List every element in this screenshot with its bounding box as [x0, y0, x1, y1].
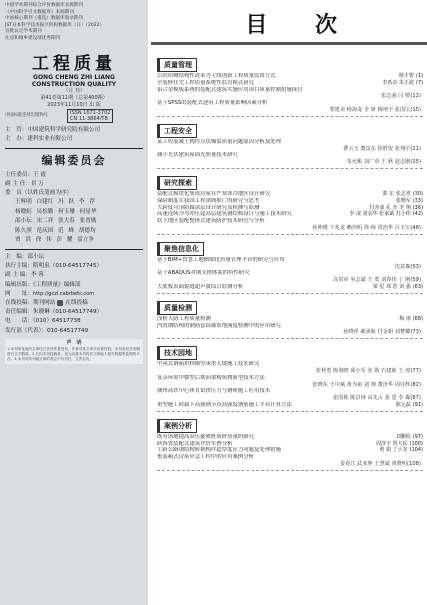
page-number: (30): [412, 190, 423, 197]
header-band: [151, 42, 427, 45]
journal-site-link[interactable]: 期刊网站: [32, 300, 56, 307]
article-title: 集装箱式房屋应急工程中的应用案例分析: [157, 454, 255, 461]
journal-english-name-2: CONSTRUCTION QUALITY: [31, 80, 117, 88]
issue-number: 第41卷第11期（总第400期）: [40, 94, 108, 101]
author-line: [157, 277, 423, 284]
page-number: (108): [407, 460, 421, 467]
article-title: 基于SPSS的装配式建筑工程质量影响因素分析: [157, 100, 268, 107]
section-divider: [157, 116, 423, 117]
article-title: 某工程混凝土构件点状爆裂质量问题原因分析及处理: [157, 138, 281, 145]
article-title: 软土地区装配整体式建筑防护技术研究与分析: [157, 218, 265, 225]
member-row: 邵小坛 宋二祥 张大春 张晋勋: [15, 218, 97, 225]
toc-entry[interactable]: [157, 198, 423, 205]
article-title: 全装修住宅工程质量系统性监管模式研究: [157, 79, 255, 86]
article-authors: 刘鹏程: [395, 433, 411, 440]
editor-in-chief: 邵小坛: [27, 254, 45, 261]
indexing-line: 《中国科学引文数据库》来源期刊: [5, 9, 74, 15]
frequency: （月 刊）: [63, 88, 85, 95]
page-number: (100): [409, 440, 423, 447]
committee-members: [5, 198, 143, 246]
article-authors: 杨丰智: [398, 73, 414, 79]
issn: ISSN 1671-3702: [70, 110, 111, 117]
page-number: (87): [410, 395, 421, 402]
indexing-list: [5, 3, 143, 43]
responsible-editor: 朱晓琳（010-64517749）: [32, 309, 103, 316]
section-heading: 案例分析: [157, 419, 197, 433]
toc-entry[interactable]: [157, 284, 423, 291]
author-line: [157, 146, 423, 153]
phone-label: 电 话：: [5, 318, 33, 325]
article-title: 重型施工荷载下高强钢节点高强度钢筋施工平台计算方法: [157, 401, 292, 408]
phone: （010）64517738: [32, 318, 81, 325]
distribution-label: 发行部（代表）：: [5, 327, 47, 334]
section-divider: [157, 411, 423, 412]
deputy-editor: 李 蓉: [30, 272, 44, 279]
article-title: 保险制度在我国工程领域推广的研究与思考: [157, 197, 260, 204]
article-title: 既有场地提高高压旋喷桩成桩质量的研究: [157, 433, 255, 440]
website-link[interactable]: http://gczl.cabrbetc.com: [32, 290, 95, 297]
members-label: 委 员（以姓氏笔画为序）: [5, 190, 73, 197]
author-line: [157, 382, 423, 389]
indexing-line: 中国学术期刊综合评价数据库来源期刊: [5, 3, 84, 8]
article-authors: 黄 娟 丁小龙: [379, 447, 408, 454]
indexing-line: JST日本科学技术振兴机构数据库（日）（2022）: [5, 22, 105, 28]
page-number: (33): [412, 197, 423, 204]
submit-icon: [57, 300, 63, 306]
chair: 王 霞: [32, 171, 46, 178]
masthead-panel: [0, 0, 148, 605]
article-authors: 张志强 闫 媛: [381, 93, 411, 100]
author-line: [157, 329, 423, 336]
author-line: [157, 264, 423, 271]
toc-entry[interactable]: [157, 218, 423, 225]
journal-english-name-1: GONG CHENG ZHI LIANG: [33, 73, 115, 81]
section-heading: 质量检测: [157, 301, 197, 315]
page-number: (59): [410, 277, 421, 284]
section-divider: [157, 338, 423, 339]
page-number: (97): [412, 433, 423, 440]
author-line: [157, 225, 423, 232]
page-number: (15): [410, 106, 421, 113]
member-row: 王辉明 白建红 冯 跃 李 荐: [15, 199, 95, 206]
author-line: [157, 368, 423, 375]
page-number: (36): [412, 204, 423, 211]
article-title: 主跨公路钢结构转换构件超厚度应力问题及处理措施: [157, 447, 281, 454]
article-authors: 张晓东 王中斌 黄为甫 刘 翔 董泽华 周任辉: [312, 381, 411, 388]
page-number: (63): [412, 283, 423, 290]
article-authors: 孙晓祥 郝承航 付金娟 刘梦璐: [343, 329, 411, 336]
article-title: 大跨度穹顶防腐涂层设计研究及检测与监测: [157, 204, 260, 211]
article-authors: 李 凌 刘金华 张家斌 苏小炜: [349, 211, 411, 218]
article-authors: 周泽宇 贾大民: [375, 440, 408, 447]
article-title: 减小光伏建筑屋面光照量技术研究: [157, 152, 238, 159]
article-authors: 高贵章 巫志斌 王 勇 刘春伟 丁 刚: [333, 277, 411, 284]
sponsor: 中国建筑科学研究院有限公司: [27, 127, 101, 134]
article-title: 以供给侧结构性改革为主线创新工程质量监督方式: [157, 73, 276, 79]
article-authors: 曹云玉 董彦东 徐胜安 张翔宇: [343, 145, 411, 152]
article-title: 基于ABAQUS对钢支撑体系的特性研究: [157, 270, 250, 277]
page-number: (53): [410, 263, 421, 270]
notice-box: [5, 339, 143, 364]
page-number: (1): [415, 73, 423, 79]
vice-label: 副 主 任：: [5, 180, 31, 187]
section-divider: [157, 293, 423, 294]
toc-entry[interactable]: [157, 316, 423, 323]
article-title: 内置钢结构的钢筋套筒灌浆饱满度检测中的应用研究: [157, 322, 281, 329]
toc-entry[interactable]: [157, 361, 423, 368]
article-authors: 张晓军: [395, 197, 411, 204]
page-number: (25): [410, 159, 421, 166]
article-title: 中承式钢箱拱桥横竖承重关键施工技术研究: [157, 361, 260, 368]
article-authors: 梅 雨: [399, 315, 411, 322]
committee-title: 编辑委员会: [41, 153, 107, 167]
article-authors: 蒙建美 杨海龙 李 妍 梅靖宇 张国宝: [329, 106, 411, 113]
article-authors: 张利勇 陈海鸥 邱小军 张 勋 石建新 王 涛: [315, 367, 411, 374]
indexing-line: 住房和城乡建设部优秀期刊: [5, 35, 61, 41]
article-authors: 李希奇 朱正波: [382, 79, 414, 86]
article-authors: 沈意森: [394, 263, 411, 270]
online-submit-label: 在线投稿：: [5, 300, 33, 307]
member-row: 杨晓虹 吴松勤 何玉珊 何星华: [15, 208, 97, 215]
exec-label: 执行主编：: [5, 263, 33, 270]
sponsor-label: 主 管：: [5, 127, 28, 134]
article-authors: 陈元磊: [395, 401, 411, 408]
toc-entry[interactable]: [157, 447, 423, 454]
website-label: 网 址：: [5, 290, 33, 297]
host-label: 主 办：: [5, 136, 28, 143]
journal-logo: 工程质量: [32, 53, 116, 74]
editor-label: 主 编：: [5, 254, 28, 261]
member-row: 贾 洪 徐 伟 彭 耀 雷立争: [15, 237, 95, 244]
section-heading: 质量管理: [157, 58, 197, 72]
chair-label: 主任委员：: [5, 171, 33, 178]
article-title: 高速连续冷弯冲压超高层建筑钢结构设计与施工技术研究: [157, 211, 292, 218]
author-line: [157, 395, 423, 402]
toc-entry[interactable]: [157, 100, 423, 107]
article-authors: 梁 星 邓 浩 刘 强: [372, 283, 411, 290]
author-line: [157, 93, 423, 100]
section-heading: 工程安全: [157, 124, 197, 138]
section-heading: 研究探索: [157, 176, 197, 190]
page-number: (21): [410, 145, 421, 152]
page-number: (12): [410, 93, 421, 100]
author-line: [157, 461, 423, 468]
page-number: (68): [412, 315, 423, 322]
article-authors: 付亦成 孔 杰 李 翔: [369, 204, 411, 211]
author-line: [157, 159, 423, 166]
article-authors: 朱允彬 刘广章 王 秋 赵志刚: [346, 159, 411, 166]
issn-label: 中国标准连续出版物号: [5, 112, 48, 118]
notice-text: 1.本刊所发表的文章均已获得作者授权，作者对其文章享有著作权。本刊有权对来稿进行文字删改。2.凡向本刊投稿者，视为同意本刊将其文章编入相关数据库及网络平台。3.本刊对所刊载文章的观点不负责任，文责自负。: [7, 346, 140, 361]
article-title: 浅析人防工程质量检测: [157, 315, 211, 322]
divider: [5, 249, 143, 250]
article-title: 复杂环境中微型后期高架构筑物新型技术方法: [157, 374, 265, 381]
page-number: (91): [412, 401, 423, 408]
editdept-label: 编辑出版：: [5, 281, 33, 288]
article-title: 铝合金模板系统的装配式建筑实施应用项目质量控制措施探讨: [157, 86, 303, 93]
section-heading: 技术园地: [157, 346, 197, 360]
toc-entry[interactable]: [157, 434, 423, 441]
article-title: 陕西省装配式建筑评价实例分析: [157, 440, 233, 447]
page-number: (104): [409, 447, 423, 454]
resp-editor-label: 责任编辑：: [5, 309, 33, 316]
publication-date: 2023年11月10日 出 版: [47, 101, 101, 108]
page-number: (7): [415, 79, 423, 86]
toc-entry[interactable]: [157, 73, 423, 80]
toc-entry[interactable]: [157, 402, 423, 409]
distribution-phone: 010-64517749: [46, 327, 89, 334]
article-title: 装配式模块化集成房屋在严寒寒冷地区设计研究: [157, 190, 271, 197]
toc-entry[interactable]: [157, 80, 423, 87]
page-number: (48): [410, 224, 421, 231]
toc-entry[interactable]: [157, 191, 423, 198]
member-row: 陈久照 范庆国 范 峰 胡德均: [15, 227, 96, 234]
toc-entry[interactable]: [157, 211, 423, 218]
toc-list: [157, 52, 423, 472]
section-divider: [157, 168, 423, 169]
notice-title: 声 明: [66, 339, 82, 346]
article-title: 潮州高铁中心体育馆拱压力与钢索施工应用技术: [157, 388, 271, 395]
toc-entry[interactable]: [157, 375, 423, 382]
indexing-line: 中国核心期刊（遴选）数据库收录期刊: [5, 16, 84, 22]
toc-entry[interactable]: [157, 139, 423, 146]
deputy-label: 副 主 编：: [5, 272, 31, 279]
cn-number: CN 11-3864/TB: [70, 116, 108, 123]
section-divider: [157, 470, 423, 471]
editorial-dept: 《工程质量》编辑部: [32, 281, 81, 288]
article-authors: 张国栋 陈景林 高先占 姜 恩 李 森: [333, 395, 411, 402]
page-number: (82): [410, 381, 421, 388]
section-heading: 聚焦信息化: [157, 242, 204, 256]
article-title: 大底板表面裂缝超声波综合监测分析: [157, 283, 244, 290]
online-submit-link[interactable]: 在线投稿: [65, 300, 88, 307]
divider: [5, 148, 143, 149]
article-title: 基于BIM+智慧工地精细化质量管理平台的研究与应用: [157, 256, 285, 263]
executive-editor: 隋明泉（010-64517745）: [32, 263, 103, 270]
article-authors: 郭 宏 张志喜: [382, 190, 411, 197]
toc-heading: 目 次: [245, 12, 357, 38]
article-authors: 姜春江 武亚坤 王慧斌 黄晓明: [339, 460, 408, 467]
toc-entry[interactable]: [157, 257, 423, 264]
section-divider: [157, 234, 423, 235]
page-number: (73): [410, 329, 421, 336]
toc-panel: [151, 0, 427, 605]
vice-chair: 景 万: [30, 180, 44, 187]
article-authors: 孙伸瑾 卞兆龙 赖伟明 徐 杨 常治华 吕玉宝: [312, 224, 411, 231]
toc-entry[interactable]: [157, 454, 423, 461]
page-number: (77): [410, 367, 421, 374]
page-number: (42): [412, 211, 423, 218]
host: 建科实业有限公司: [27, 136, 73, 143]
indexing-line: 首批认定学术期刊: [5, 29, 42, 35]
author-line: [157, 107, 423, 114]
